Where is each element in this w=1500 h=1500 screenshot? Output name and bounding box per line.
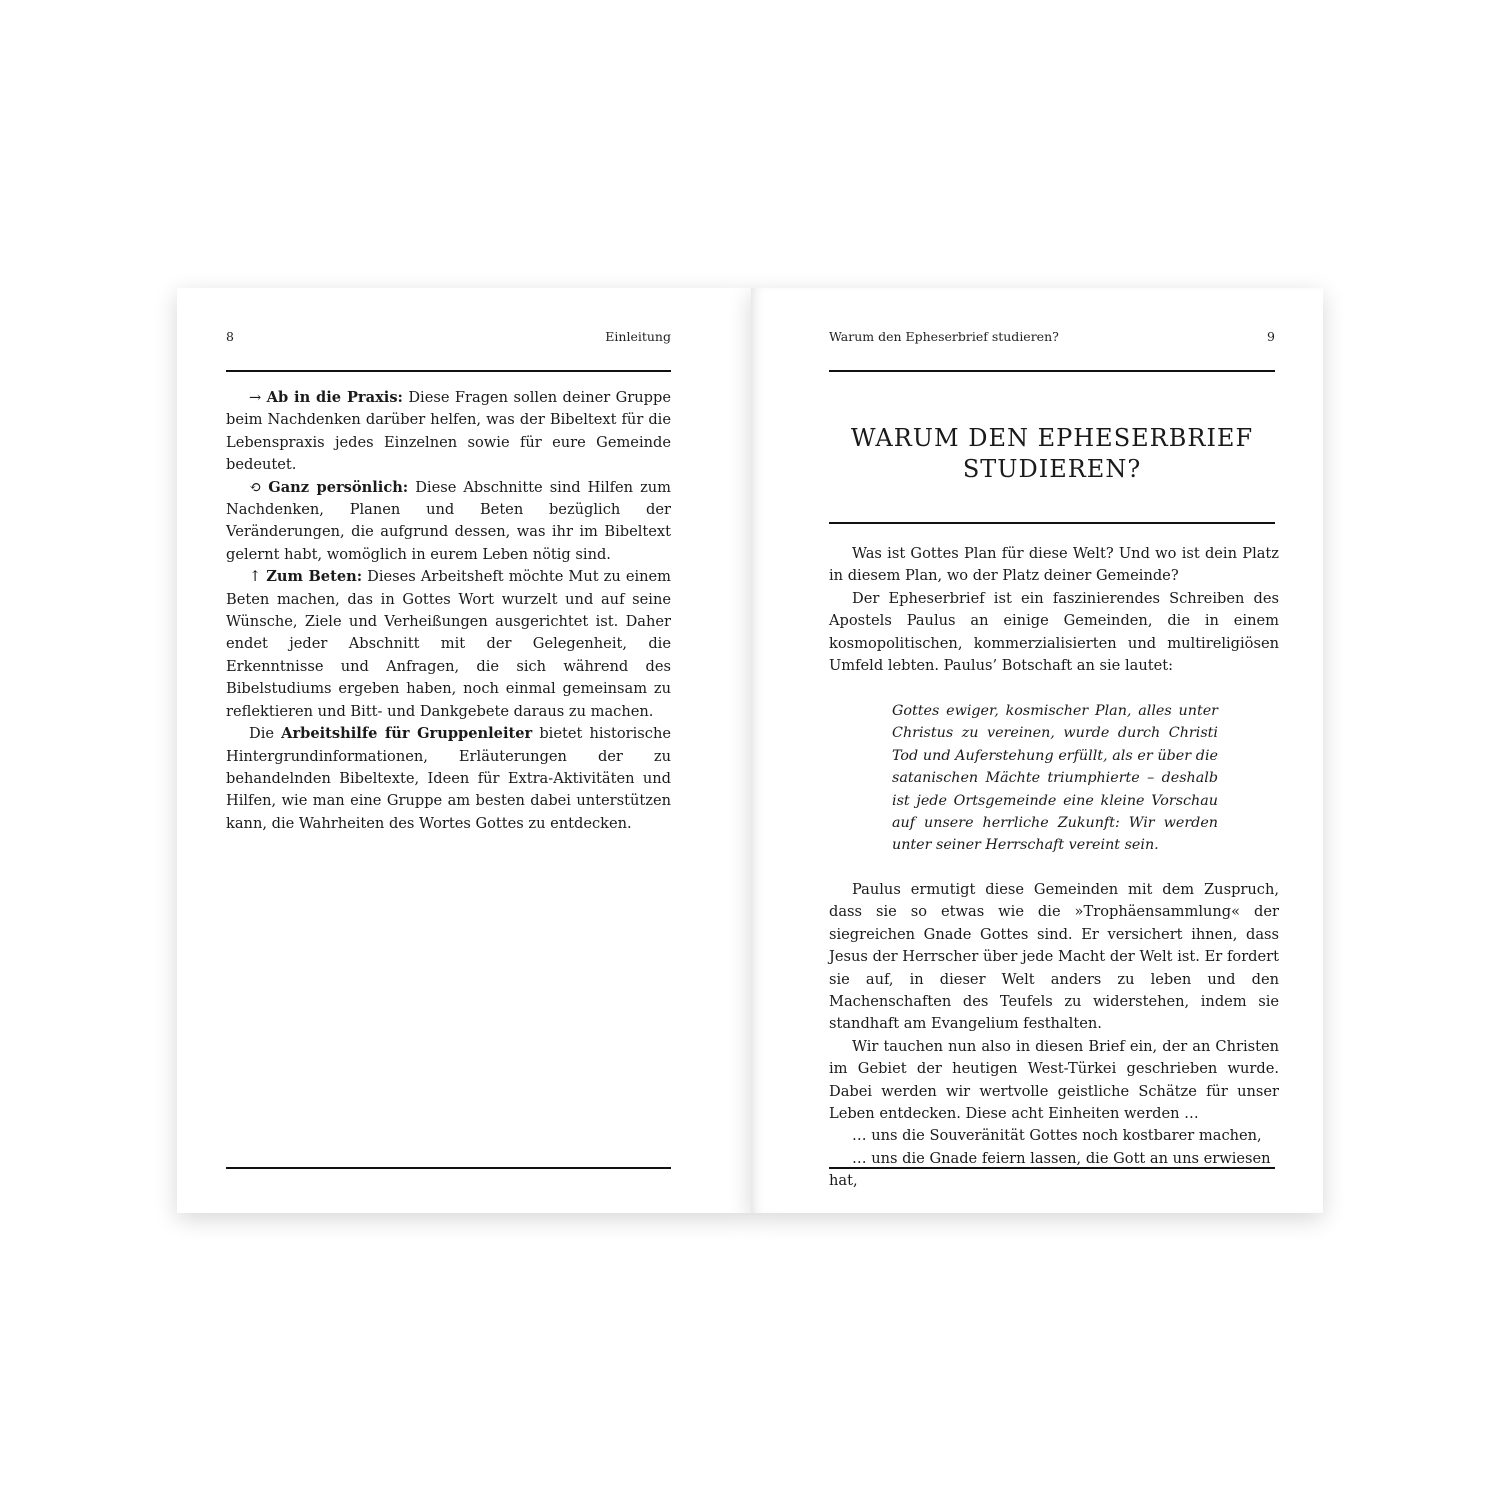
- title-rule: [829, 522, 1275, 524]
- paragraph: Was ist Gottes Plan für diese Welt? Und wo ist dein Platz in diesem Plan, wo der Platz deiner Gemeinde?: [829, 545, 1279, 585]
- header-rule: [226, 370, 671, 372]
- closing-text: [829, 879, 1279, 1193]
- page-number: 8: [226, 329, 234, 344]
- running-head: Einleitung: [605, 329, 671, 344]
- arrow-up-icon: ↑: [249, 568, 262, 586]
- paragraph: Wir tauchen nun also in diesen Brief ein, der an Christen im Gebiet der heutigen West-Türkei geschrieben wurde. Dabei werden wir wertvolle geistliche Schätze für unser Leben entdecken. Diese acht Einheiten werden …: [829, 1037, 1279, 1123]
- block-quote: Gottes ewiger, kosmischer Plan, alles unter Christus zu vereinen, wurde durch Christi Tod und Auferstehung erfüllt, als er über die satanischen Mächte triumphierte – deshalb ist jede Ortsgemeinde eine kleine Vorschau auf unsere herrliche Zukunft: Wir werden unter seiner Herrschaft vereint sein.: [892, 703, 1218, 854]
- left-page: [177, 288, 751, 1213]
- paragraph-arbeitshilfe: Die Arbeitshilfe für Gruppenleiter bietet historische Hintergrundinformationen, Erläuterungen der zu behandelnden Bibeltexte, Ideen für Extra-Aktivitäten und Hilfen, wie man eine Gruppe am besten dabei unterstützen kann, die Wahrheiten des Wortes Gottes zu entdecken.: [226, 725, 671, 832]
- paragraph-heading: Zum Beten:: [266, 568, 363, 586]
- paragraph-praxis: → Ab in die Praxis: Diese Fragen sollen deiner Gruppe beim Nachdenken darüber helfen, was der Bibeltext für die Lebenspraxis jedes Einzelnen sowie für eure Gemeinde bedeutet.: [226, 389, 671, 474]
- paragraph-persoenlich: ⟲ Ganz persönlich: Diese Abschnitte sind Hilfen zum Nachdenken, Planen und Beten bezüglich der Veränderungen, die aufgrund dessen, was ihr im Bibeltext gelernt habt, womöglich in eurem Leben nötig sind.: [226, 478, 672, 563]
- paragraph-heading: Ganz persönlich:: [268, 478, 409, 496]
- paragraph-heading: Arbeitshilfe für Gruppenleiter: [281, 725, 533, 743]
- footer-rule: [829, 1167, 1275, 1169]
- paragraph: Der Epheserbrief ist ein faszinierendes Schreiben des Apostels Paulus an einige Gemeinden, die in einem kosmopolitischen, kommerzialisierten und multireligiösen Umfeld lebten. Paulus’ Botschaft an sie lautet:: [829, 589, 1279, 675]
- page-number: 9: [1267, 329, 1275, 344]
- footer-rule: [226, 1167, 671, 1169]
- chapter-title: WARUM DEN EPHESERBRIEF STUDIEREN?: [850, 424, 1254, 483]
- list-line: … uns die Gnade feiern lassen, die Gott an uns erwiesen hat,: [829, 1149, 1271, 1190]
- paragraph-beten: ↑ Zum Beten: Dieses Arbeitsheft möchte Mut zu einem Beten machen, das in Gottes Wort wurzelt und auf seine Wünsche, Ziele und Verheißungen ausgerichtet ist. Daher endet jeder Abschnitt mit der Gelegenheit, die Erkenntnisse und Anfragen, die sich während des Bibelstudiums ergeben haben, noch einmal gemeinsam zu reflektieren und Bitt- und Dankgebete daraus zu machen.: [226, 568, 671, 720]
- paragraph: Paulus ermutigt diese Gemeinden mit dem Zuspruch, dass sie so etwas wie die »Trophäensammlung« der siegreichen Gnade Gottes sind. Er versichert ihnen, dass Jesus der Herrscher über jede Macht der Welt ist. Er fordert sie auf, in dieser Welt anders zu leben und den Machenschaften des Teufels zu widerstehen, indem sie standhaft am Evangelium festhalten.: [829, 881, 1279, 1033]
- arrow-right-icon: →: [249, 389, 262, 406]
- header-rule: [829, 370, 1275, 372]
- running-head: Warum den Epheserbrief studieren?: [829, 329, 1059, 344]
- cycle-icon: ⟲: [249, 478, 262, 496]
- paragraph-heading: Ab in die Praxis:: [266, 389, 403, 406]
- right-page: [751, 288, 1323, 1213]
- intro-text: [829, 543, 1279, 677]
- list-line: … uns die Souveränität Gottes noch kostbarer machen,: [852, 1127, 1262, 1145]
- body-text: [226, 387, 671, 835]
